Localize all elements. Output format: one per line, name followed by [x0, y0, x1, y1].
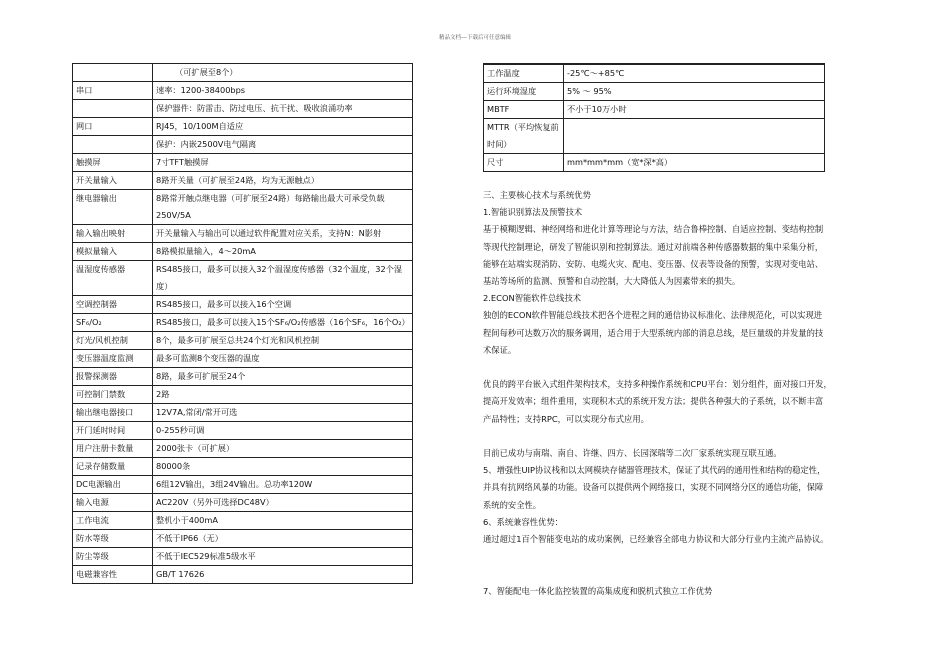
table-row: [73, 422, 413, 440]
body-line: [483, 428, 888, 445]
spec-value: 不低于IP66（无）: [153, 530, 413, 548]
body-line: [483, 565, 888, 582]
spec-label: 温湿度传感器: [73, 261, 153, 296]
spec-value: （可扩展至8个）: [153, 64, 413, 82]
spec-label: 报警探测器: [73, 368, 153, 386]
table-row: [73, 261, 413, 296]
body-line: [483, 548, 888, 565]
spec-value: 6组12V输出，3组24V输出。总功率120W: [153, 476, 413, 494]
spec-value: -25℃～+85℃: [564, 65, 825, 83]
table-row: [73, 118, 413, 136]
table-row: [73, 64, 413, 82]
body-line: 基站等场所的监测、预警和自动控制，大大降低人为因素带来的损失。: [483, 276, 741, 287]
spec-value: RJ45，10/100M自适应: [153, 118, 413, 136]
table-row: [73, 243, 413, 261]
table-row: [73, 512, 413, 530]
body-line: 5、增强性UIP协议栈和以太网模块存储器管理技术，保证了其代码的通用性和结构的稳定性，: [483, 465, 826, 476]
spec-label: 工作温度: [484, 65, 564, 83]
body-line: 基于模糊逻辑、神经网络和进化计算等理论与方法，结合鲁棒控制、自适应控制、变结构控制: [483, 224, 824, 235]
table-row: [73, 172, 413, 190]
table-row: [73, 566, 413, 584]
body-line: 提高开发效率；组件重用，实现积木式的系统开发方法；提供各种强大的子系统，以不断丰富: [483, 396, 824, 407]
spec-value: AC220V（另外可选择DC48V）: [153, 494, 413, 512]
spec-label: 继电器输出: [73, 190, 153, 225]
body-line: 系统的安全性。: [483, 499, 542, 510]
table-row: [73, 368, 413, 386]
spec-table-right: [483, 63, 825, 172]
spec-value: 5% ～ 95%: [564, 83, 825, 101]
spec-label: 用户注册卡数量: [73, 440, 153, 458]
spec-value: 8路常开触点继电器（可扩展至24路）每路输出最大可承受负载250V/5A: [153, 190, 413, 225]
spec-value: 2路: [153, 386, 413, 404]
spec-label: 开关量输入: [73, 172, 153, 190]
spec-value: 8路模拟量输入，4～20mA: [153, 243, 413, 261]
spec-label: 灯光/风机控制: [73, 332, 153, 350]
body-line: 2.ECON智能软件总线技术: [483, 293, 582, 304]
spec-value: 7寸TFT触摸屏: [153, 154, 413, 172]
body-line: 6、系统兼容性优势：: [483, 516, 563, 527]
table-row: [73, 350, 413, 368]
table-row: [73, 458, 413, 476]
spec-value: 保护器件：防雷击、防过电压、抗干扰、吸收浪涌功率: [153, 100, 413, 118]
table-row: [73, 154, 413, 172]
spec-value: 保护：内嵌2500V电气隔离: [153, 136, 413, 154]
body-line: 程间每秒可达数万次的服务调用，适合用于大型系统内部的消息总线，是巨量级的并发量的技: [483, 327, 824, 338]
table-row: [73, 296, 413, 314]
table-row: [484, 83, 825, 101]
body-text: [483, 187, 888, 600]
body-line: 通过超过1百个智能变电站的成功案例，已经兼容全部电力协议和大部分行业内主流产品协议。: [483, 534, 829, 545]
spec-label: [73, 100, 153, 118]
spec-label: 防尘等级: [73, 548, 153, 566]
spec-label: 尺寸: [484, 154, 564, 172]
spec-label: 触摸屏: [73, 154, 153, 172]
table-row: [73, 494, 413, 512]
spec-label: 变压器温度监测: [73, 350, 153, 368]
body-line: 7、智能配电一体化监控装置的高集成度和脱机式独立工作优势: [483, 585, 713, 596]
table-row: [73, 100, 413, 118]
spec-label: MBTF: [484, 101, 564, 119]
spec-value: 不小于10万小时: [564, 101, 825, 119]
table-row: [73, 332, 413, 350]
spec-label: 运行环境湿度: [484, 83, 564, 101]
spec-label: 记录存储数量: [73, 458, 153, 476]
spec-value: [564, 119, 825, 154]
spec-value: RS485接口，最多可以接入32个温湿度传感器（32个温度，32个湿度）: [153, 261, 413, 296]
spec-label: 串口: [73, 82, 153, 100]
body-line: 产品特性；支持RPC，可以实现分布式应用。: [483, 413, 649, 424]
body-line: 1.智能识别算法及预警技术: [483, 207, 583, 218]
body-line: 三、主要核心技术与系统优势: [483, 190, 591, 200]
spec-value: mm*mm*mm（宽*深*高）: [564, 154, 825, 172]
spec-value: 开关量输入与输出可以通过软件配置对应关系，支持N：N影射: [153, 225, 413, 243]
spec-label: DC电源输出: [73, 476, 153, 494]
table-row: [73, 190, 413, 225]
table-row: [73, 225, 413, 243]
table-row: [73, 404, 413, 422]
body-line: 目前已成功与南瑞、南自、许继、四方、长园深瑞等二次厂家系统实现互联互通。: [483, 448, 782, 459]
spec-label: [73, 64, 153, 82]
spec-label: MTTR（平均恢复前时间）: [484, 119, 564, 154]
body-line: 等现代控制理论，研发了智能识别和控制算法。通过对前端各种传感器数据的集中采集分析，: [483, 241, 824, 252]
spec-label: 空调控制器: [73, 296, 153, 314]
body-line: 优良的跨平台嵌入式组件架构技术，支持多种操作系统和CPU平台：划分组件，面对接口开发，: [483, 379, 832, 390]
body-line: [483, 359, 888, 376]
spec-label: SF₆/O₂: [73, 314, 153, 332]
table-row: [73, 386, 413, 404]
table-row: [73, 440, 413, 458]
table-row: [484, 65, 825, 83]
body-line: 术保证。: [483, 344, 517, 355]
table-row: [73, 314, 413, 332]
body-line: 独创的ECON软件智能总线技术把各个进程之间的通信协议标准化、法律规范化，可以实现进: [483, 310, 823, 321]
spec-label: 防水等级: [73, 530, 153, 548]
spec-value: 0-255秒可调: [153, 422, 413, 440]
spec-value: 8路，最多可扩展至24个: [153, 368, 413, 386]
table-row: [73, 136, 413, 154]
spec-label: [73, 136, 153, 154]
spec-label: 网口: [73, 118, 153, 136]
spec-value: GB/T 17626: [153, 566, 413, 584]
body-line: 并具有抗网络风暴的功能。设备可以提供两个网络接口，实现不同网络分区的通信功能，保障: [483, 482, 824, 493]
spec-value: 不低于IEC529标准5级水平: [153, 548, 413, 566]
table-row: [484, 119, 825, 154]
table-row: [73, 82, 413, 100]
spec-label: 电磁兼容性: [73, 566, 153, 584]
table-row: [484, 101, 825, 119]
spec-label: 开门延时时间: [73, 422, 153, 440]
spec-label: 输入输出映射: [73, 225, 153, 243]
table-row: [73, 548, 413, 566]
spec-value: 8路开关量（可扩展至24路，均为无源触点）: [153, 172, 413, 190]
body-line: 能够在站端实现消防、安防、电缆火灾、配电、变压器、仪表等设备的预警，实现对变电站、: [483, 258, 824, 269]
spec-label: 模拟量输入: [73, 243, 153, 261]
spec-value: 80000条: [153, 458, 413, 476]
spec-label: 输出继电器接口: [73, 404, 153, 422]
spec-value: RS485接口，最多可以接入15个SF₆/O₂传感器（16个SF₆，16个O₂）: [153, 314, 413, 332]
table-row: [484, 154, 825, 172]
spec-value: 整机小于400mA: [153, 512, 413, 530]
spec-label: 可控制门禁数: [73, 386, 153, 404]
spec-value: 12V7A,常闭/常开可选: [153, 404, 413, 422]
spec-value: 8个，最多可扩展至总共24个灯光和风机控制: [153, 332, 413, 350]
table-row: [73, 530, 413, 548]
spec-value: 速率：1200-38400bps: [153, 82, 413, 100]
spec-value: 2000张卡（可扩展）: [153, 440, 413, 458]
spec-label: 工作电流: [73, 512, 153, 530]
page-header: 精品文档---下载后可任意编辑: [439, 35, 511, 41]
spec-label: 输入电源: [73, 494, 153, 512]
spec-value: RS485接口，最多可以接入16个空调: [153, 296, 413, 314]
spec-table-left: [72, 63, 413, 584]
table-row: [73, 476, 413, 494]
spec-value: 最多可监测8个变压器的温度: [153, 350, 413, 368]
